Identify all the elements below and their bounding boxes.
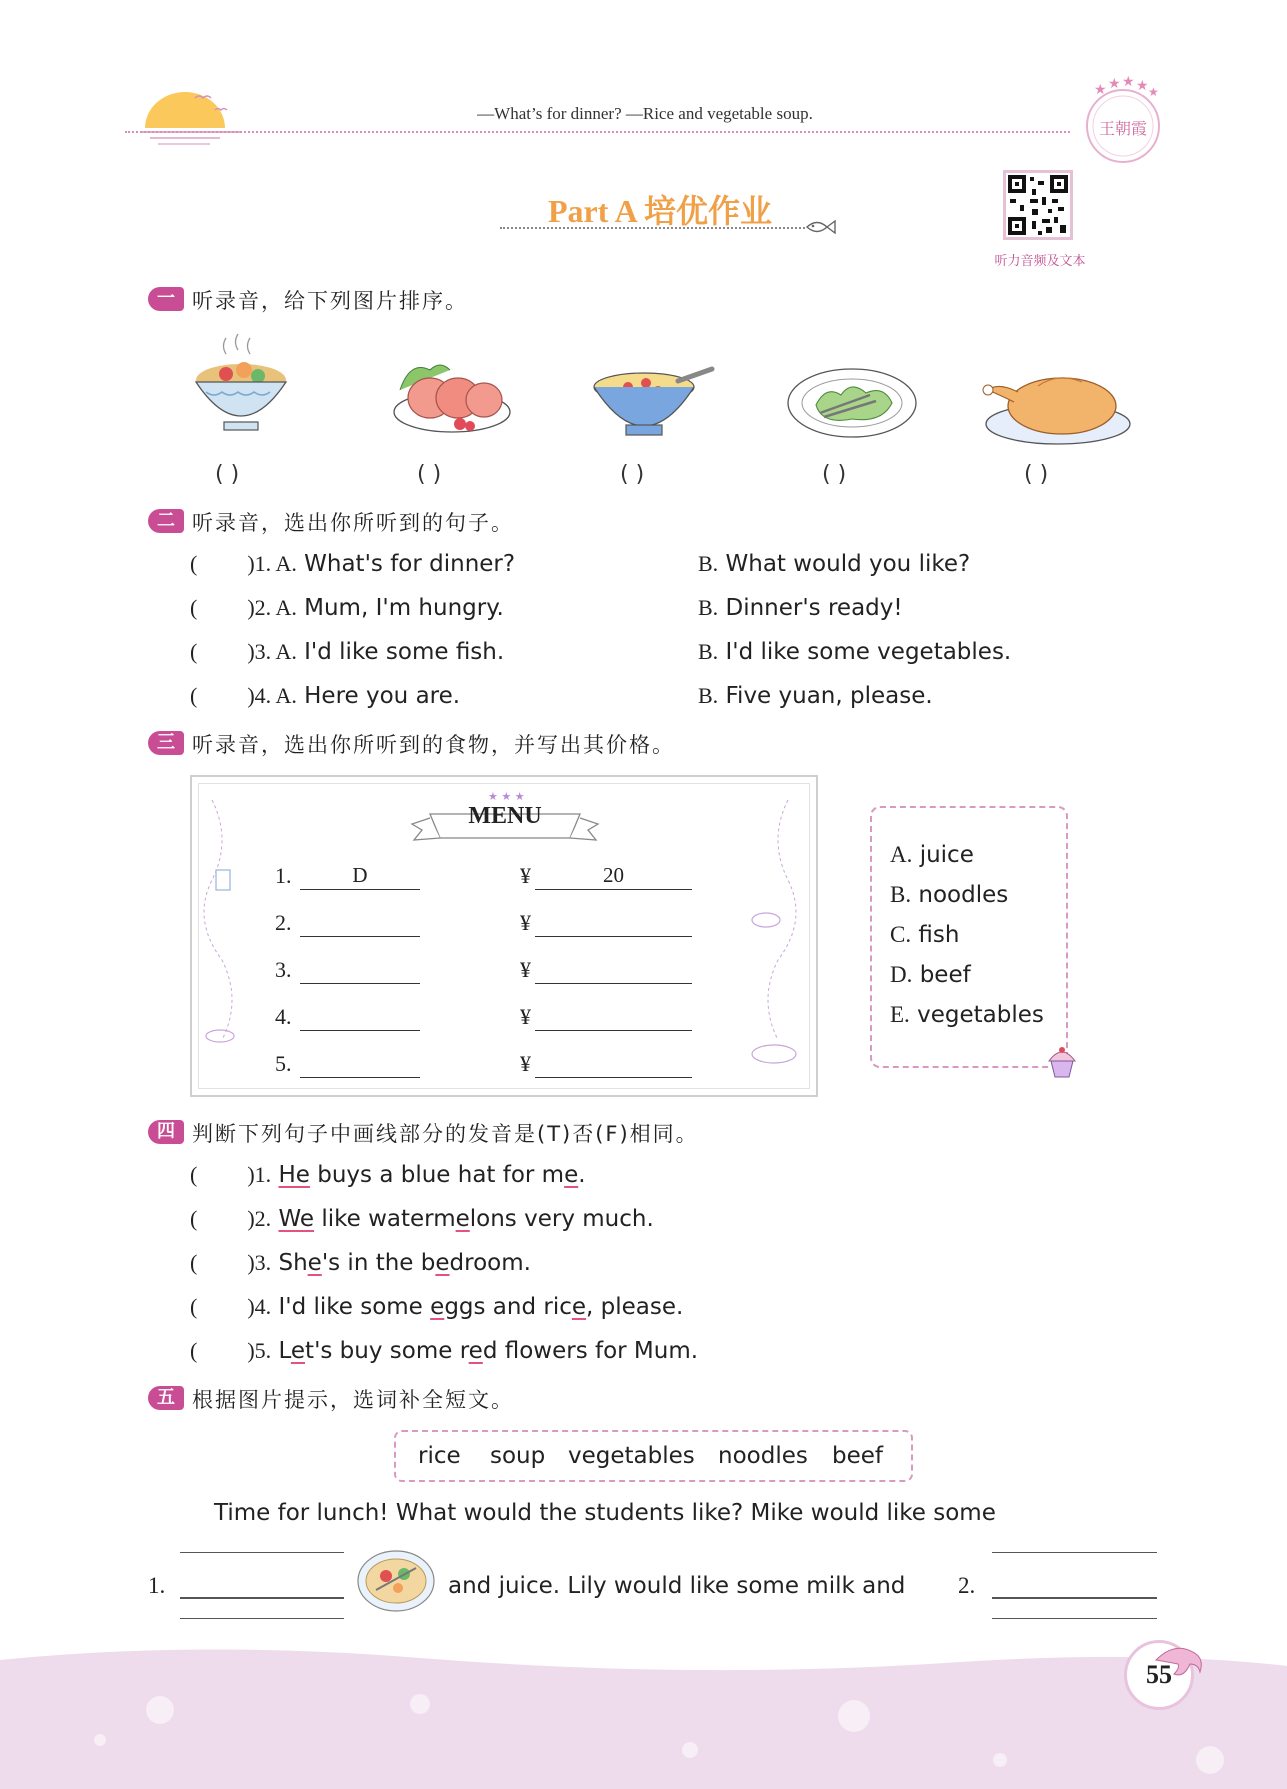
passage-line-2: and juice. Lily would like some milk and (448, 1573, 906, 1599)
part-title: Part A 培优作业 (548, 193, 772, 229)
menu-row-num-3: 3. (275, 957, 292, 982)
word-bank-item: rice (418, 1443, 461, 1469)
option-b-row (698, 551, 970, 577)
qr-code[interactable] (1003, 170, 1073, 240)
section-2-badge: 二 (148, 509, 184, 533)
svg-text:★: ★ (1094, 82, 1107, 98)
vegetables-plate-picture (786, 365, 918, 443)
question-number: )2. (247, 1206, 272, 1231)
option-b-label: B. (698, 639, 719, 664)
word-bank-item: soup (490, 1443, 546, 1469)
food-option: B. noodles (890, 882, 1009, 908)
menu-food-blank-1[interactable]: D (300, 862, 420, 890)
passage-line-1: Time for lunch! What would the students like? Mike would like some (214, 1500, 996, 1526)
header-divider (125, 131, 1070, 133)
answer-paren[interactable]: ( (190, 1338, 198, 1363)
menu-price-blank-1[interactable]: 20 (535, 862, 692, 890)
currency-symbol: ¥ (520, 863, 531, 888)
menu-row-num-5: 5. (275, 1051, 292, 1076)
word-bank-item: vegetables (568, 1443, 695, 1469)
question-number: )3. A. (247, 639, 297, 664)
menu-price-blank-5[interactable] (535, 1050, 692, 1078)
section-5-title: 根据图片提示，选词补全短文。 (192, 1388, 514, 1412)
menu-food-blank-2[interactable] (300, 909, 420, 937)
page-number: 55 (1124, 1640, 1194, 1710)
dolphin-icon (1150, 1640, 1210, 1690)
answer-paren[interactable]: ( (190, 595, 198, 620)
menu-food-blank-5[interactable] (300, 1050, 420, 1078)
option-b-row (698, 595, 903, 621)
answer-line-1[interactable] (180, 1597, 344, 1599)
cupcake-icon (1045, 1045, 1079, 1081)
menu-price-blank-2[interactable] (535, 909, 692, 937)
menu-price-blank-4[interactable] (535, 1003, 692, 1031)
answer-paren[interactable]: ( (190, 551, 198, 576)
currency-symbol: ¥ (520, 957, 531, 982)
menu-row-num-1: 1. (275, 863, 292, 888)
option-a: Mum, I'm hungry. (304, 595, 504, 621)
beef-plate-picture (390, 350, 515, 442)
menu-title: MENU (468, 803, 542, 829)
footer-wave (0, 1640, 1287, 1789)
blank-number-1: 1. (148, 1573, 166, 1598)
option-a: Here you are. (304, 683, 461, 709)
question-row (190, 639, 504, 665)
blank-number-2: 2. (958, 1573, 976, 1598)
svg-text:★: ★ (1108, 76, 1121, 92)
answer-paren[interactable]: ( (190, 1250, 198, 1275)
writing-line (992, 1552, 1157, 1553)
menu-decoration-left (202, 790, 242, 1080)
question-row (190, 551, 515, 577)
roast-chicken-picture (978, 362, 1132, 447)
title-underline (500, 227, 805, 229)
order-blank-3[interactable]: ( ) (620, 462, 645, 487)
option-b-row (698, 683, 933, 709)
word-bank-item: noodles (718, 1443, 808, 1469)
section-4-title: 判断下列句子中画线部分的发音是(T)否(F)相同。 (192, 1122, 699, 1146)
option-b: I'd like some vegetables. (725, 639, 1012, 665)
question-number: )1. (247, 1162, 272, 1187)
section-1-badge: 一 (148, 287, 184, 311)
svg-text:★: ★ (1136, 78, 1149, 94)
menu-row-num-4: 4. (275, 1004, 292, 1029)
question-number: )4. (247, 1294, 272, 1319)
order-blank-1[interactable]: ( ) (215, 462, 240, 487)
food-option: D. beef (890, 962, 971, 988)
menu-food-blank-4[interactable] (300, 1003, 420, 1031)
svg-text:王朝霞: 王朝霞 (1098, 119, 1148, 138)
question-number: )4. A. (247, 683, 297, 708)
food-option: A. juice (890, 842, 974, 868)
option-a: I'd like some fish. (304, 639, 505, 665)
option-b-label: B. (698, 551, 719, 576)
writing-line (180, 1618, 344, 1619)
question-number: )3. (247, 1250, 272, 1275)
writing-line (992, 1618, 1157, 1619)
pronunciation-item: ( )2. We like watermelons very much. (190, 1206, 654, 1232)
menu-food-blank-3[interactable] (300, 956, 420, 984)
svg-text:★ ★ ★: ★ ★ ★ (488, 790, 525, 803)
answer-paren[interactable]: ( (190, 1206, 198, 1231)
order-blank-2[interactable]: ( ) (417, 462, 442, 487)
option-a: What's for dinner? (304, 551, 516, 577)
running-title: —What’s for dinner? —Rice and vegetable soup. (477, 104, 813, 123)
menu-decoration-right (748, 790, 804, 1080)
menu-row-num-2: 2. (275, 910, 292, 935)
section-3-title: 听录音，选出你所听到的食物，并写出其价格。 (192, 733, 675, 757)
currency-symbol: ¥ (520, 1051, 531, 1076)
svg-text:★: ★ (1148, 85, 1159, 99)
answer-paren[interactable]: ( (190, 1162, 198, 1187)
option-b: What would you like? (725, 551, 971, 577)
svg-text:★: ★ (1122, 76, 1135, 90)
question-row (190, 595, 504, 621)
order-blank-5[interactable]: ( ) (1024, 462, 1049, 487)
menu-price-blank-3[interactable] (535, 956, 692, 984)
option-b-label: B. (698, 595, 719, 620)
answer-paren[interactable]: ( (190, 1294, 198, 1319)
food-option: E. vegetables (890, 1002, 1044, 1028)
option-b: Five yuan, please. (725, 683, 933, 709)
answer-paren[interactable]: ( (190, 683, 198, 708)
currency-symbol: ¥ (520, 1004, 531, 1029)
writing-line (180, 1552, 344, 1553)
sun-logo (140, 88, 230, 148)
pronunciation-item: ( )1. He buys a blue hat for me. (190, 1162, 586, 1188)
noodles-bowl-picture (186, 330, 306, 440)
qr-caption: 听力音频及文本 (994, 254, 1086, 269)
option-b-row (698, 639, 1011, 665)
order-blank-4[interactable]: ( ) (822, 462, 847, 487)
section-2-title: 听录音，选出你所听到的句子。 (192, 511, 514, 535)
fish-icon (803, 216, 837, 238)
option-b-label: B. (698, 683, 719, 708)
soup-bowl-picture (588, 365, 718, 443)
word-bank-item: beef (832, 1443, 883, 1469)
food-option: C. fish (890, 922, 960, 948)
pronunciation-item: ( )5. Let's buy some red flowers for Mum. (190, 1338, 699, 1364)
noodles-picture (356, 1548, 436, 1614)
option-b: Dinner's ready! (725, 595, 903, 621)
question-number: )2. A. (247, 595, 297, 620)
question-row (190, 683, 460, 709)
section-5-badge: 五 (148, 1386, 184, 1410)
question-number: )5. (247, 1338, 272, 1363)
brand-seal-icon (1080, 76, 1166, 166)
currency-symbol: ¥ (520, 910, 531, 935)
answer-line-2[interactable] (992, 1597, 1157, 1599)
answer-paren[interactable]: ( (190, 639, 198, 664)
section-1-title: 听录音，给下列图片排序。 (192, 289, 468, 313)
pronunciation-item: ( )3. She's in the bedroom. (190, 1250, 531, 1276)
question-number: )1. A. (247, 551, 297, 576)
section-4-badge: 四 (148, 1120, 184, 1144)
section-3-badge: 三 (148, 731, 184, 755)
pronunciation-item: ( )4. I'd like some eggs and rice, please. (190, 1294, 684, 1320)
